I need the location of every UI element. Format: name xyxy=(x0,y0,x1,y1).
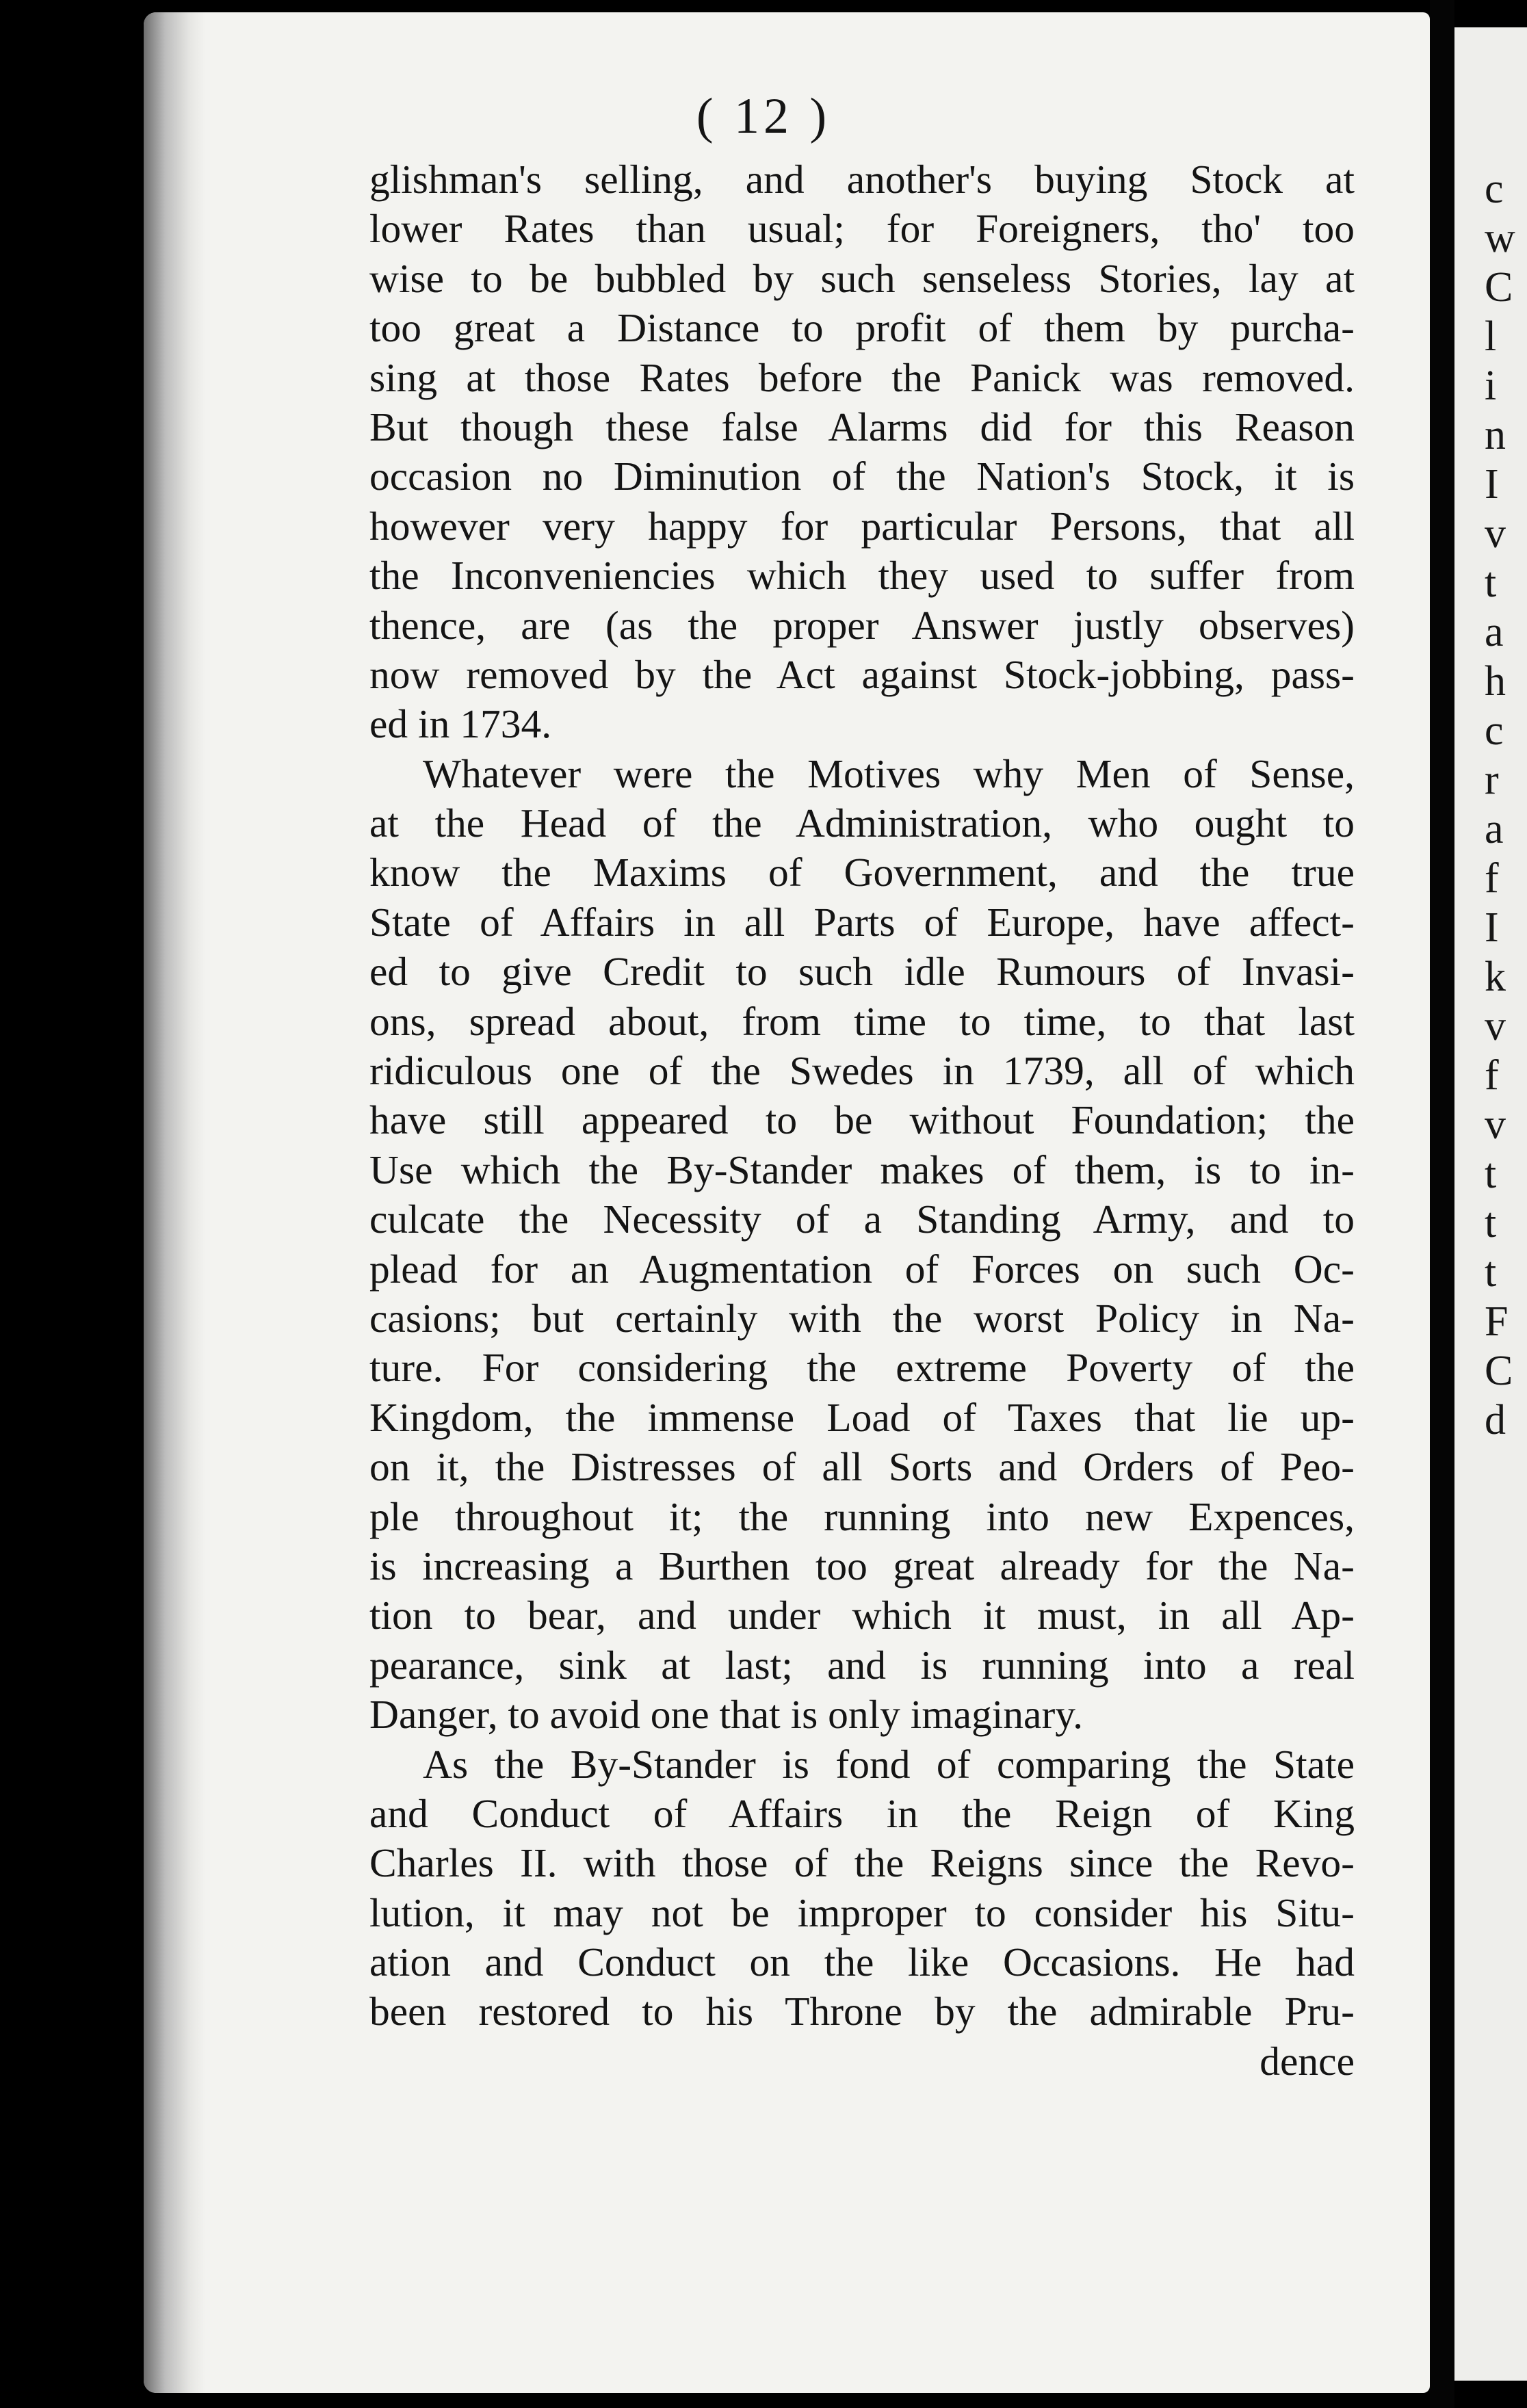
text-line: know the Maxims of Government, and the true xyxy=(369,850,1355,895)
text-line: too great a Distance to profit of them by purcha- xyxy=(369,305,1355,351)
text-line: tion to bear, and under which it must, in all Ap- xyxy=(369,1593,1355,1638)
text-line: been restored to his Throne by the admirable Pru- xyxy=(369,1989,1355,2034)
fragment: a xyxy=(1485,609,1504,655)
text-line: ed to give Credit to such idle Rumours of Invasi- xyxy=(369,949,1355,995)
text-line: Danger, to avoid one that is only imaginary. xyxy=(369,1692,1084,1738)
fragment: f xyxy=(1485,855,1499,902)
text-line: pearance, sink at last; and is running into a real xyxy=(369,1642,1355,1688)
fragment: v xyxy=(1485,1003,1506,1049)
text-line: Kingdom, the immense Load of Taxes that lie up- xyxy=(369,1394,1355,1440)
text-line: ple throughout it; the running into new Expences, xyxy=(369,1493,1355,1539)
text-line: Use which the By-Stander makes of them, is to in- xyxy=(369,1147,1355,1192)
fragment: f xyxy=(1485,1052,1499,1099)
text-line: glishman's selling, and another's buying Stock at xyxy=(369,157,1355,202)
text-line: now removed by the Act against Stock-jobbing, pass- xyxy=(369,651,1355,697)
fragment: t xyxy=(1485,1151,1497,1197)
fragment: t xyxy=(1485,560,1497,606)
fragment: h xyxy=(1485,658,1506,705)
text-line: on it, the Distresses of all Sorts and Orders of Peo- xyxy=(369,1444,1355,1490)
fragment: C xyxy=(1485,1348,1513,1394)
fragment: c xyxy=(1485,707,1504,754)
text-line: thence, are (as the proper Answer justly observes) xyxy=(369,602,1355,648)
fragment: C xyxy=(1485,264,1513,311)
fragment: F xyxy=(1485,1298,1509,1345)
text-line: sing at those Rates before the Panick was removed. xyxy=(369,354,1355,400)
fragment: r xyxy=(1485,757,1499,803)
text-line: have still appeared to be without Foundation; the xyxy=(369,1097,1355,1143)
text-line: Charles II. with those of the Reigns since the Revo- xyxy=(369,1840,1355,1886)
binding-shadow xyxy=(144,12,205,2393)
fragment: a xyxy=(1485,806,1504,852)
fragment: k xyxy=(1485,954,1506,1000)
fragment: l xyxy=(1485,313,1497,360)
text-line: ation and Conduct on the like Occasions. He had xyxy=(369,1939,1355,1985)
text-line: is increasing a Burthen too great already for the Na- xyxy=(369,1543,1355,1588)
fragment: n xyxy=(1485,412,1506,458)
text-line: State of Affairs in all Parts of Europe, have affect- xyxy=(369,899,1355,945)
text-line: lower Rates than usual; for Foreigners, tho' too xyxy=(369,206,1355,252)
fragment: v xyxy=(1485,510,1506,557)
body-text xyxy=(369,155,1355,2086)
text-line: lution, it may not be improper to consider his Situ- xyxy=(369,1889,1355,1935)
fragment: t xyxy=(1485,1200,1497,1246)
catchword: dence xyxy=(1260,2038,1355,2084)
fragment: i xyxy=(1485,363,1497,409)
paragraph-start: As the By-Stander is fond of comparing the State xyxy=(423,1741,1355,1787)
text-line: wise to be bubbled by such senseless Stories, lay at xyxy=(369,255,1355,301)
page-gutter xyxy=(1430,0,1454,2408)
text-line: and Conduct of Affairs in the Reign of King xyxy=(369,1790,1355,1836)
text-line: culcate the Necessity of a Standing Army, and to xyxy=(369,1196,1355,1242)
fragment: w xyxy=(1485,215,1515,261)
facing-page-fragments xyxy=(1485,164,1527,1445)
text-line: casions; but certainly with the worst Policy in Na- xyxy=(369,1295,1355,1341)
page-number: ( 12 ) xyxy=(696,88,831,144)
text-line: ons, spread about, from time to time, to that last xyxy=(369,998,1355,1044)
fragment: d xyxy=(1485,1397,1506,1443)
fragment: I xyxy=(1485,461,1499,508)
text-line: But though these false Alarms did for this Reason xyxy=(369,404,1355,449)
text-line: ridiculous one of the Swedes in 1739, all of which xyxy=(369,1048,1355,1094)
text-line: the Inconveniencies which they used to suffer from xyxy=(369,553,1355,599)
text-line: ed in 1734. xyxy=(369,701,552,747)
text-line: plead for an Augmentation of Forces on such Oc- xyxy=(369,1246,1355,1292)
text-line: at the Head of the Administration, who ought to xyxy=(369,800,1355,846)
text-line: occasion no Diminution of the Nation's Stock, it is xyxy=(369,454,1355,499)
text-line: ture. For considering the extreme Poverty of the xyxy=(369,1345,1355,1391)
paragraph-start: Whatever were the Motives why Men of Sense, xyxy=(423,750,1355,796)
fragment: v xyxy=(1485,1101,1506,1148)
fragment: t xyxy=(1485,1249,1497,1296)
text-line: however very happy for particular Persons, that all xyxy=(369,503,1355,549)
fragment: I xyxy=(1485,904,1499,951)
fragment: c xyxy=(1485,166,1504,212)
